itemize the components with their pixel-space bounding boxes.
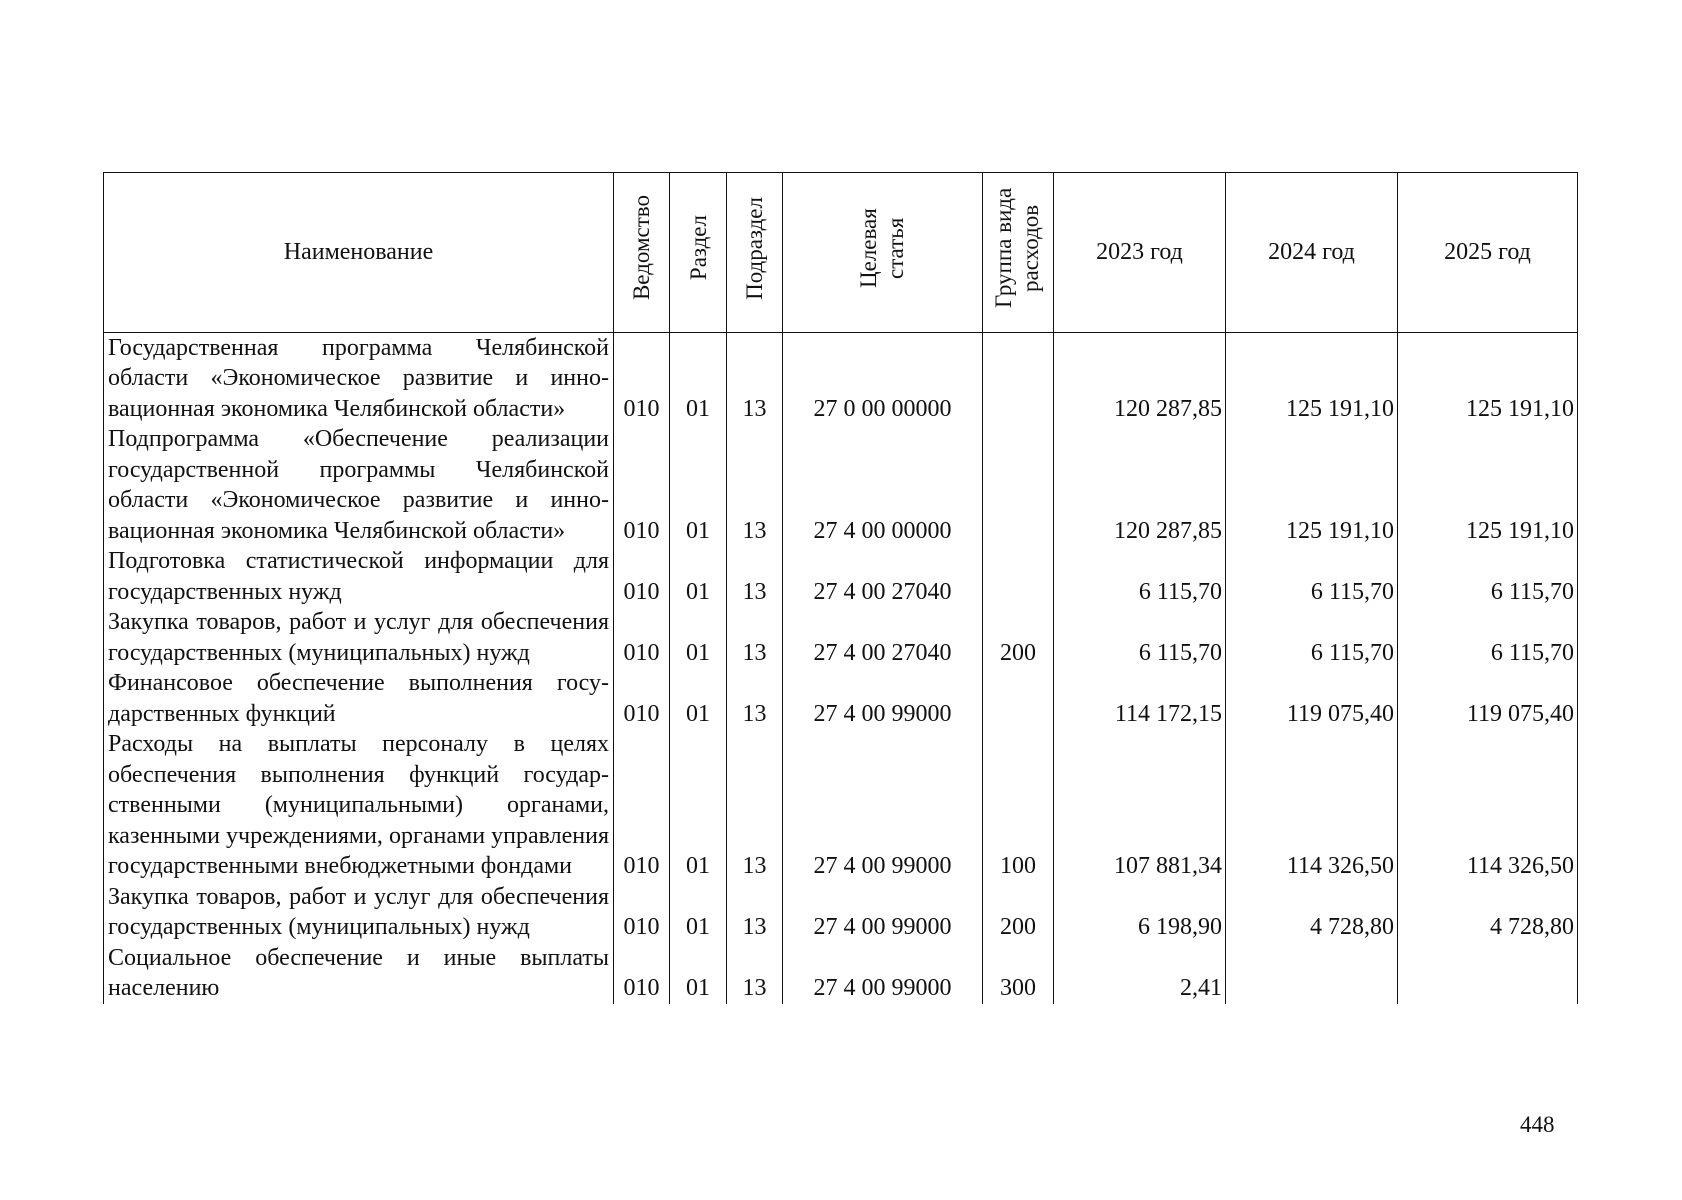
row-podrazdel: 13 xyxy=(727,729,783,882)
row-razdel: 01 xyxy=(670,546,727,607)
row-y2023: 120 287,85 xyxy=(1054,332,1226,424)
row-vedomstvo: 010 xyxy=(614,943,670,1004)
header-y2023-text: 2023 год xyxy=(1096,239,1183,265)
table-row xyxy=(104,332,1578,424)
row-podrazdel: 13 xyxy=(727,882,783,943)
row-y2024: 114 326,50 xyxy=(1226,729,1398,882)
row-vedomstvo: 010 xyxy=(614,668,670,729)
row-vedomstvo: 010 xyxy=(614,424,670,546)
row-y2023: 6 198,90 xyxy=(1054,882,1226,943)
table-row xyxy=(104,943,1578,1004)
table-row xyxy=(104,668,1578,729)
table-body xyxy=(104,332,1578,1004)
row-name: Государственная программа Челябинской области «Экономическое развитие и инновационная экономика Челябинской области» xyxy=(104,332,614,424)
row-tselevaya: 27 4 00 99000 xyxy=(783,943,983,1004)
row-podrazdel: 13 xyxy=(727,332,783,424)
row-tselevaya: 27 4 00 00000 xyxy=(783,424,983,546)
row-y2025: 4 728,80 xyxy=(1398,882,1578,943)
header-vedomstvo-text: Ведомство xyxy=(629,195,654,301)
row-y2025: 125 191,10 xyxy=(1398,424,1578,546)
row-razdel: 01 xyxy=(670,607,727,668)
row-y2025: 119 075,40 xyxy=(1398,668,1578,729)
row-tselevaya: 27 4 00 27040 xyxy=(783,607,983,668)
row-y2024: 6 115,70 xyxy=(1226,546,1398,607)
budget-table xyxy=(103,172,1578,1004)
row-gruppa: 300 xyxy=(983,943,1054,1004)
row-razdel: 01 xyxy=(670,424,727,546)
row-tselevaya: 27 4 00 99000 xyxy=(783,668,983,729)
row-y2024: 6 115,70 xyxy=(1226,607,1398,668)
row-razdel: 01 xyxy=(670,729,727,882)
page-number: 448 xyxy=(1520,1112,1555,1137)
header-vedomstvo xyxy=(614,173,670,333)
header-gruppa xyxy=(983,173,1054,333)
row-gruppa xyxy=(983,668,1054,729)
row-y2024: 125 191,10 xyxy=(1226,424,1398,546)
row-gruppa: 100 xyxy=(983,729,1054,882)
header-tselevaya xyxy=(783,173,983,333)
row-y2024: 119 075,40 xyxy=(1226,668,1398,729)
row-vedomstvo: 010 xyxy=(614,729,670,882)
row-vedomstvo: 010 xyxy=(614,546,670,607)
row-name: Закупка товаров, работ и услуг для обеспечения государственных (муниципальных) нужд xyxy=(104,882,614,943)
row-name: Финансовое обеспечение выполнения государственных функций xyxy=(104,668,614,729)
row-tselevaya: 27 4 00 27040 xyxy=(783,546,983,607)
header-name-text: Наименование xyxy=(283,239,434,265)
row-y2025: 114 326,50 xyxy=(1398,729,1578,882)
row-y2025 xyxy=(1398,943,1578,1004)
row-y2024: 125 191,10 xyxy=(1226,332,1398,424)
row-tselevaya: 27 4 00 99000 xyxy=(783,729,983,882)
row-y2023: 114 172,15 xyxy=(1054,668,1226,729)
row-gruppa: 200 xyxy=(983,882,1054,943)
row-name: Закупка товаров, работ и услуг для обеспечения государственных (муниципальных) нужд xyxy=(104,607,614,668)
row-y2023: 107 881,34 xyxy=(1054,729,1226,882)
row-y2023: 120 287,85 xyxy=(1054,424,1226,546)
table-header xyxy=(104,173,1578,333)
row-razdel: 01 xyxy=(670,668,727,729)
header-y2025 xyxy=(1398,173,1578,333)
row-gruppa xyxy=(983,424,1054,546)
header-name xyxy=(104,173,614,333)
row-podrazdel: 13 xyxy=(727,668,783,729)
header-podrazdel-text: Подраздел xyxy=(742,196,767,300)
row-vedomstvo: 010 xyxy=(614,607,670,668)
header-razdel-text: Раздел xyxy=(685,215,711,281)
header-tselevaya-text: Целевая статья xyxy=(855,208,908,288)
row-podrazdel: 13 xyxy=(727,424,783,546)
row-vedomstvo: 010 xyxy=(614,882,670,943)
row-y2024 xyxy=(1226,943,1398,1004)
header-y2023 xyxy=(1054,173,1226,333)
header-y2024-text: 2024 год xyxy=(1268,239,1355,265)
row-razdel: 01 xyxy=(670,882,727,943)
table-row xyxy=(104,729,1578,882)
row-y2025: 125 191,10 xyxy=(1398,332,1578,424)
header-y2024 xyxy=(1226,173,1398,333)
header-podrazdel xyxy=(727,173,783,333)
row-y2023: 2,41 xyxy=(1054,943,1226,1004)
table-row xyxy=(104,607,1578,668)
row-name: Социальное обеспечение и иные выплаты населению xyxy=(104,943,614,1004)
table-row xyxy=(104,424,1578,546)
row-gruppa: 200 xyxy=(983,607,1054,668)
row-gruppa xyxy=(983,546,1054,607)
row-y2025: 6 115,70 xyxy=(1398,546,1578,607)
row-podrazdel: 13 xyxy=(727,607,783,668)
row-tselevaya: 27 0 00 00000 xyxy=(783,332,983,424)
header-row xyxy=(104,173,1578,333)
row-y2023: 6 115,70 xyxy=(1054,546,1226,607)
row-y2024: 4 728,80 xyxy=(1226,882,1398,943)
table-row xyxy=(104,882,1578,943)
header-razdel xyxy=(670,173,727,333)
row-y2025: 6 115,70 xyxy=(1398,607,1578,668)
row-razdel: 01 xyxy=(670,943,727,1004)
table-row xyxy=(104,546,1578,607)
row-vedomstvo: 010 xyxy=(614,332,670,424)
row-name: Расходы на выплаты персоналу в целях обеспечения выполнения функций государственными (муниципальными) органами, казенными учреждениями, органами управления государственными внебюджетными фондами xyxy=(104,729,614,882)
header-y2025-text: 2025 год xyxy=(1444,239,1531,265)
header-gruppa-text: Группа вида расходов xyxy=(991,187,1043,309)
row-gruppa xyxy=(983,332,1054,424)
row-podrazdel: 13 xyxy=(727,546,783,607)
row-name: Подготовка статистической информации для государственных нужд xyxy=(104,546,614,607)
budget-table-container xyxy=(103,172,1577,1004)
row-razdel: 01 xyxy=(670,332,727,424)
row-name: Подпрограмма «Обеспечение реализации государственной программы Челябинской области «Экономическое развитие и инновационная экономика Челябинской области» xyxy=(104,424,614,546)
row-podrazdel: 13 xyxy=(727,943,783,1004)
row-tselevaya: 27 4 00 99000 xyxy=(783,882,983,943)
row-y2023: 6 115,70 xyxy=(1054,607,1226,668)
